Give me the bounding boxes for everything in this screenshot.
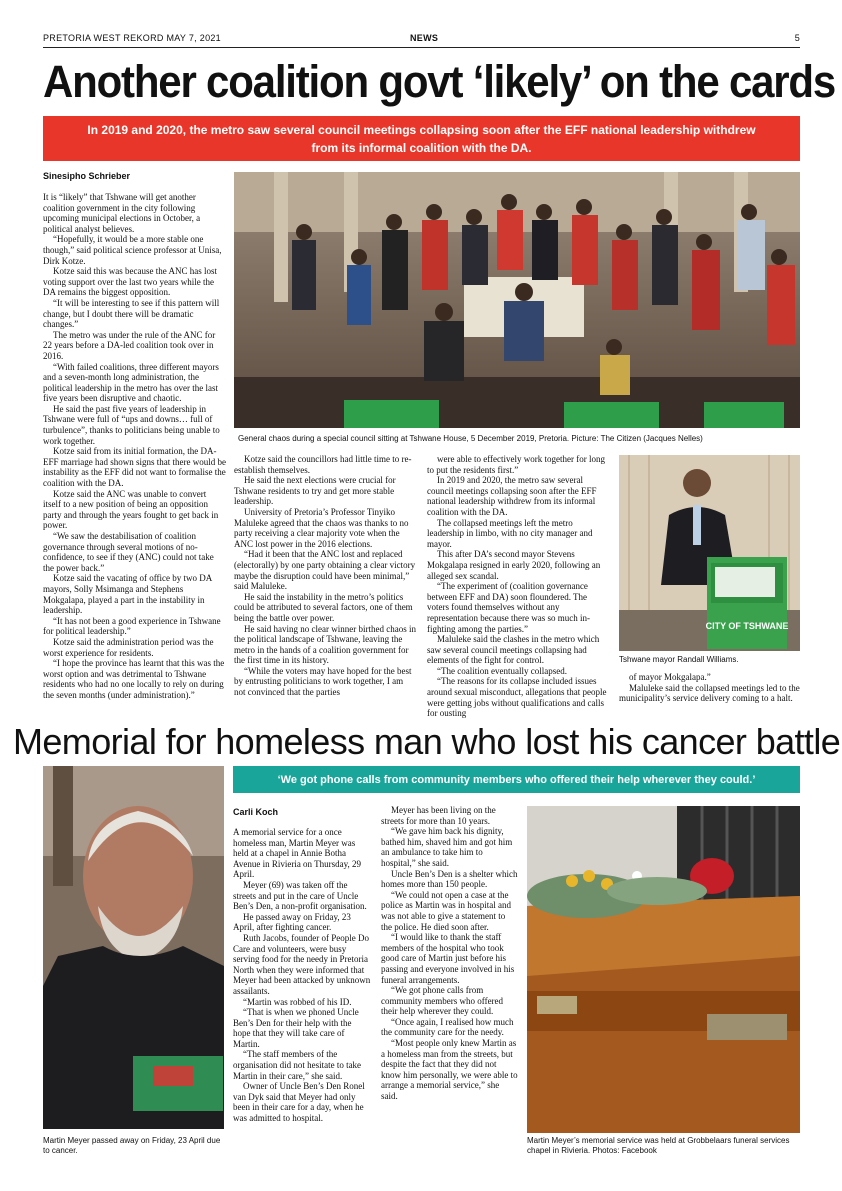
page-number: 5 xyxy=(794,33,800,43)
paragraph: “Martin was robbed of his ID. xyxy=(243,996,352,1007)
byline-carli: Carli Koch xyxy=(233,807,279,817)
podium-logo-text: CITY OF TSHWANE xyxy=(705,621,789,631)
paragraph: “While the voters may have hoped for the best by entrusting politicians to work together, I am not convinced that the parties xyxy=(234,665,412,698)
headline-coalition: Another coalition govt ‘likely’ on the cards xyxy=(43,56,836,107)
paragraph: were able to effectively work together for long to put the residents first.” xyxy=(427,454,606,475)
paragraph: Uncle Ben’s Den is a shelter which homes more than 150 people. xyxy=(381,868,518,890)
paragraph: This after DA’s second mayor Stevens Mokgalapa resigned in early 2020, following an alleged sex scandal. xyxy=(427,549,601,581)
article1-column-1 xyxy=(43,192,226,701)
article1-column-3 xyxy=(427,454,609,719)
headline-memorial: Memorial for homeless man who lost his cancer battle xyxy=(13,721,841,762)
paragraph: He passed away on Friday, 23 April, after fighting cancer. xyxy=(233,911,351,933)
mayor-photo-caption: Tshwane mayor Randall Williams. xyxy=(619,655,739,664)
paragraph: Owner of Uncle Ben’s Den Ronel van Dyk said that Meyer had only been in their care for a day, when he was admitted to hospital. xyxy=(233,1081,365,1124)
council-chaos-photo xyxy=(234,172,800,428)
paragraph: “It has not been a good experience in Tshwane for political leadership.” xyxy=(43,615,221,637)
martin-photo-caption: Martin Meyer passed away on Friday, 23 April due to cancer. xyxy=(43,1136,221,1155)
standfirst-banner xyxy=(43,116,800,161)
paragraph: He said having no clear winner birthed chaos in the political landscape of Tshwane, leaving the metro in the hands of a coalition government for the first time in its history. xyxy=(234,623,416,666)
main-photo-caption: General chaos during a special council sitting at Tshwane House, 5 December 2019, Pretoria. Picture: The Citizen (Jacques Nelles) xyxy=(238,434,703,443)
paragraph: Kotze said the administration period was the worst experience for residents. xyxy=(43,636,214,658)
paragraph: The collapsed meetings left the metro leadership in limbo, with no city manager and mayor. xyxy=(427,517,593,549)
article2-column-2 xyxy=(381,805,518,1102)
paragraph: “The staff members of the organisation did not hesitate to take Martin in their care,” she said. xyxy=(233,1049,362,1081)
paragraph: “We saw the destabilisation of coalition governance through several motions of no-confidence, to see if they (ANC) could not take the power back.” xyxy=(43,531,214,573)
pullquote-banner xyxy=(233,766,800,793)
paragraph: “It will be interesting to see if this pattern will change, but I doubt there will be dramatic changes.” xyxy=(43,297,220,330)
paragraph: “We gave him back his dignity, bathed him, shaved him and got him an ambulance to take him to hospital,” she said. xyxy=(381,826,513,868)
paragraph: He said the instability in the metro’s politics could be attributed to several factors, one of them being the battle over power. xyxy=(234,591,413,623)
paragraph: “Had it been that the ANC lost and replaced (electorally) by one party obtaining a clear victory maybe the disruption could have been minimal,” said Maluleke. xyxy=(234,549,416,592)
paragraph: “The experiment of (coalition governance between EFF and DA) soon floundered. The voters found themselves without any representation because there was so much in-fighting among the parties.” xyxy=(427,581,590,634)
paragraph: “We could not open a case at the police as Martin was in hospital and was not able to give a statement to the police. He died soon after. xyxy=(381,889,511,932)
masthead xyxy=(43,33,800,47)
paragraph: “Hopefully, it would be a more stable one though,” said political science professor at Unisa, Dirk Kotze. xyxy=(43,234,222,266)
paragraph: “That is when we phoned Uncle Ben’s Den for their help with the hope that they will take care of Martin. xyxy=(233,1007,359,1049)
paragraph: of mayor Mokgalapa.” xyxy=(629,672,711,682)
section-label: NEWS xyxy=(410,33,439,43)
martin-meyer-photo xyxy=(43,766,224,1129)
paragraph: “Most people only knew Martin as a homeless man from the streets, but despite the fact that they did not know him personally, we were able to arrange a memorial service,” she said. xyxy=(381,1038,518,1102)
publication-date: PRETORIA WEST REKORD MAY 7, 2021 xyxy=(43,33,221,43)
paragraph: Ruth Jacobs, founder of People Do Care and volunteers, were busy serving food for the needy in Pretoria North when they were informed that Meyer had been attacked by unknown assailants. xyxy=(233,932,371,996)
article1-column-2 xyxy=(234,454,416,698)
paragraph: “The coalition eventually collapsed. xyxy=(437,665,567,676)
pullquote-text: ‘We got phone calls from community members who offered their help wherever they could.’ xyxy=(277,773,756,786)
paragraph: Kotze said this was because the ANC has lost voting support over the last two years while the DA remains the biggest opposition. xyxy=(43,266,217,298)
memorial-photo-caption: Martin Meyer’s memorial service was held at Grobbelaars funeral services chapel in Rivieria. Photos: Facebook xyxy=(527,1136,790,1155)
paragraph: Kotze said from its initial formation, the DA-EFF marriage had shown signs that there would be instability as the EFF did not want to formalise the coalition with the DA. xyxy=(43,446,226,489)
paragraph: The metro was under the rule of the ANC for 22 years before a DA-led coalition took over in 2016. xyxy=(43,329,216,361)
paragraph: In 2019 and 2020, the metro saw several council meetings collapsing soon after the EFF national leadership withdrew from its informal coalition with the DA. xyxy=(427,475,597,517)
paragraph: Maluleke said the collapsed meetings led to the municipality’s service delivery coming to a halt. xyxy=(619,682,800,704)
paragraph: “I would like to thank the staff members of the hospital who took good care of Martin just before his passing and everyone involved in his funeral arrangements. xyxy=(381,932,515,985)
paragraph: “The reasons for its collapse included issues around sexual misconduct, allegations that people were getting jobs without qualifications and calls for ousting xyxy=(427,676,607,719)
paragraph: A memorial service for a once homeless man, Martin Meyer was held at a chapel in Annie Botha Avenue in Rivieria on Thursday, 29 April. xyxy=(233,827,362,880)
paragraph: He said the past five years of leadership in Tshwane were full of “ups and downs… full of turbulence”, thanks to politicians being unable to work together. xyxy=(43,403,220,446)
paragraph: Meyer has been living on the streets for more than 10 years. xyxy=(381,805,496,826)
paragraph: Maluleke said the clashes in the metro which saw several council meetings collapsing had elements of the fight for control. xyxy=(427,634,600,666)
byline-sinesipho: Sinesipho Schrieber xyxy=(43,171,131,181)
mayor-photo xyxy=(619,455,800,651)
paragraph: “We got phone calls from community members who offered their help wherever they could. xyxy=(381,985,504,1017)
paragraph: Meyer (69) was taken off the streets and put in the care of Uncle Ben’s Den, a non-profit organisation. xyxy=(233,879,367,912)
paragraph: University of Pretoria’s Professor Tinyiko Maluleke agreed that the chaos was thanks to no party receiving a clear majority vote when the ANC lost power in the 2016 elections. xyxy=(234,506,409,549)
memorial-coffin-photo xyxy=(527,806,800,1133)
paragraph: “With failed coalitions, three different mayors and a seven-month long administration, the political leadership in the metro has over the last five years been disruptive and chaotic. xyxy=(43,361,219,404)
paragraph: “Once again, I realised how much the community care for the needy. xyxy=(381,1016,514,1038)
paragraph: Kotze said the vacating of office by two DA mayors, Solly Msimanga and Stephens Mokgalapa, played a part in the instability in leadership. xyxy=(43,573,212,616)
paragraph: Kotze said the councillors had little time to re-establish themselves. xyxy=(234,454,412,475)
article2-column-1 xyxy=(233,827,371,1124)
masthead-rule xyxy=(43,47,800,48)
article1-column-4 xyxy=(619,672,800,704)
paragraph: Kotze said the ANC was unable to convert itself to a new position of being an opposition party and through the years fought to get back in power. xyxy=(43,488,219,531)
standfirst-text: In 2019 and 2020, the metro saw several council meetings collapsing soon after the EFF national leadership withdrew from its informal coalition with the DA. xyxy=(87,122,756,155)
paragraph: It is “likely” that Tshwane will get another coalition government in the city following upcoming municipal elections in October, a political analyst believes. xyxy=(43,192,201,234)
paragraph: He said the next elections were crucial for Tshwane residents to try and get more stable leadership. xyxy=(234,475,396,507)
paragraph: “I hope the province has learnt that this was the worst option and was detrimental to Tshwane residents who had no one locally to rely on during the seven months (under administration).” xyxy=(43,658,225,700)
